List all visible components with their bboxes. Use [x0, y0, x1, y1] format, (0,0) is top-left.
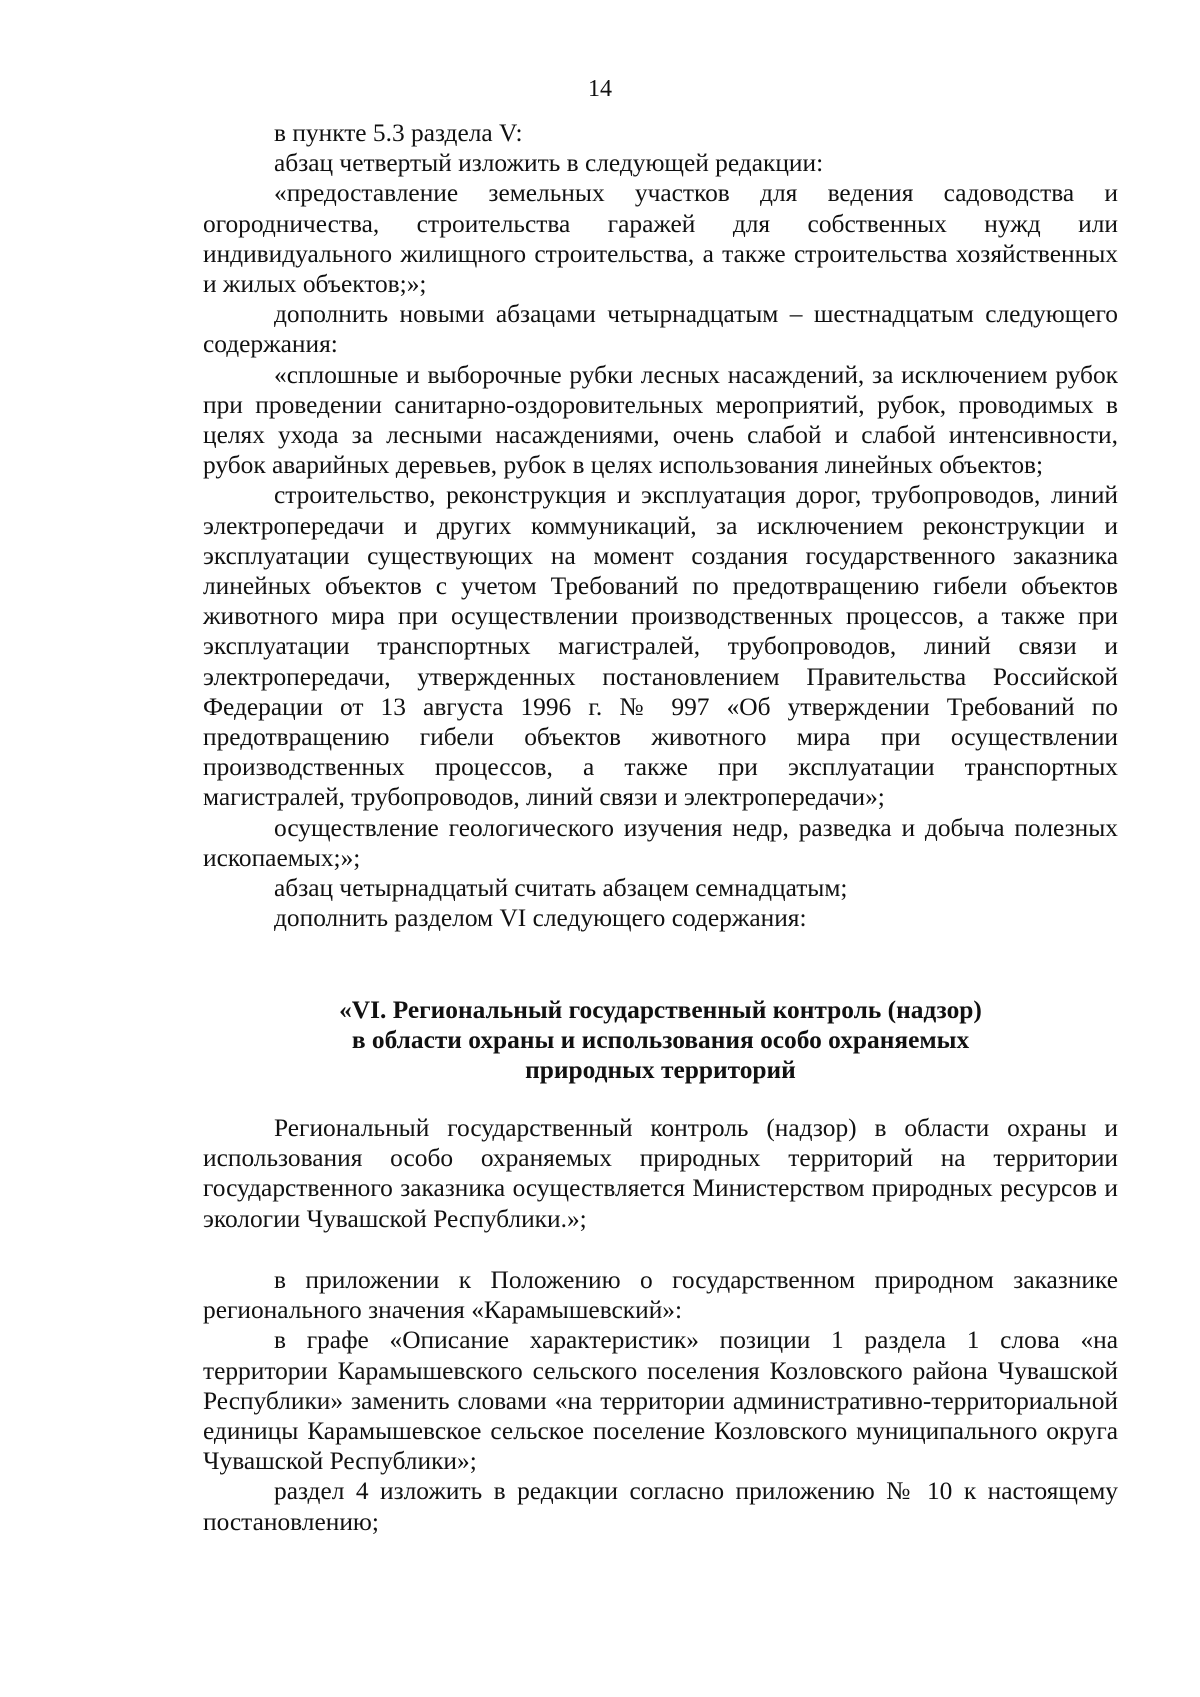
section-vi-body	[203, 1113, 1118, 1234]
paragraph: раздел 4 изложить в редакции согласно приложению № 10 к настоящему постановлению;	[203, 1477, 1118, 1536]
paragraph: в приложении к Положению о государственном природном заказнике регионального значения «Карамышевский»:	[203, 1266, 1118, 1325]
paragraph: в пункте 5.3 раздела V:	[274, 119, 523, 147]
paragraph: дополнить новыми абзацами четырнадцатым – шестнадцатым следующего содержания:	[203, 300, 1118, 359]
paragraph: осуществление геологического изучения недр, разведка и добыча полезных ископаемых;»;	[203, 813, 1118, 872]
paragraph: строительство, реконструкция и эксплуатация дорог, трубопроводов, линий электропередачи и других коммуникаций, за исключением реконструкции и эксплуатации существующих на момент создания государственного заказника линейных объектов с учетом Требований по предотвращению гибели объектов животного мира при осуществлении производственных процессов, а также при эксплуатации транспортных магистралей, трубопроводов, линий связи и электропередачи, утвержденных постановлением Правительства Российской Федерации от 13 августа 1996 г. № 997 «Об утверждении Требований по предотвращению гибели объектов животного мира при осуществлении производственных процессов, а также при эксплуатации транспортных магистралей, трубопроводов, линий связи и электропередачи»;	[203, 481, 1118, 812]
paragraph: в графе «Описание характеристик» позиции 1 раздела 1 слова «на территории Карамышевского сельского поселения Козловского района Чувашской Республики» заменить словами «на территории административно-территориальной единицы Карамышевское сельское поселение Козловского муниципального округа Чувашской Республики»;	[203, 1326, 1118, 1476]
page-number: 14	[588, 76, 612, 102]
paragraph: Региональный государственный контроль (надзор) в области охраны и использования особо охраняемых природных территорий на территории государственного заказника осуществляется Министерством природных ресурсов и экологии Чувашской Республики.»;	[203, 1114, 1118, 1233]
heading-line: «VI. Региональный государственный контроль (надзор)	[339, 996, 982, 1024]
paragraph: «сплошные и выборочные рубки лесных насаждений, за исключением рубок при проведении санитарно-оздоровительных мероприятий, рубок, проводимых в целях ухода за лесными насаждениями, очень слабой и слабой интенсивности, рубок аварийных деревьев, рубок в целях использования линейных объектов;	[203, 360, 1118, 480]
paragraph: «предоставление земельных участков для ведения садоводства и огородничества, строительства гаражей для собственных нужд или индивидуального жилищного строительства, а также строительства хозяйственных и жилых объектов;»;	[203, 179, 1118, 299]
paragraph: абзац четырнадцатый считать абзацем семнадцатым;	[274, 874, 848, 903]
heading-line: в области охраны и использования особо охраняемых	[351, 1026, 970, 1055]
paragraph: абзац четвертый изложить в следующей редакции:	[274, 149, 824, 178]
appendix-amendments	[203, 1265, 1118, 1537]
section-heading	[203, 995, 1118, 1086]
amendments-section-v	[203, 118, 1118, 933]
paragraph: дополнить разделом VI следующего содержания:	[274, 904, 807, 933]
heading-line: природных территорий	[525, 1056, 796, 1085]
